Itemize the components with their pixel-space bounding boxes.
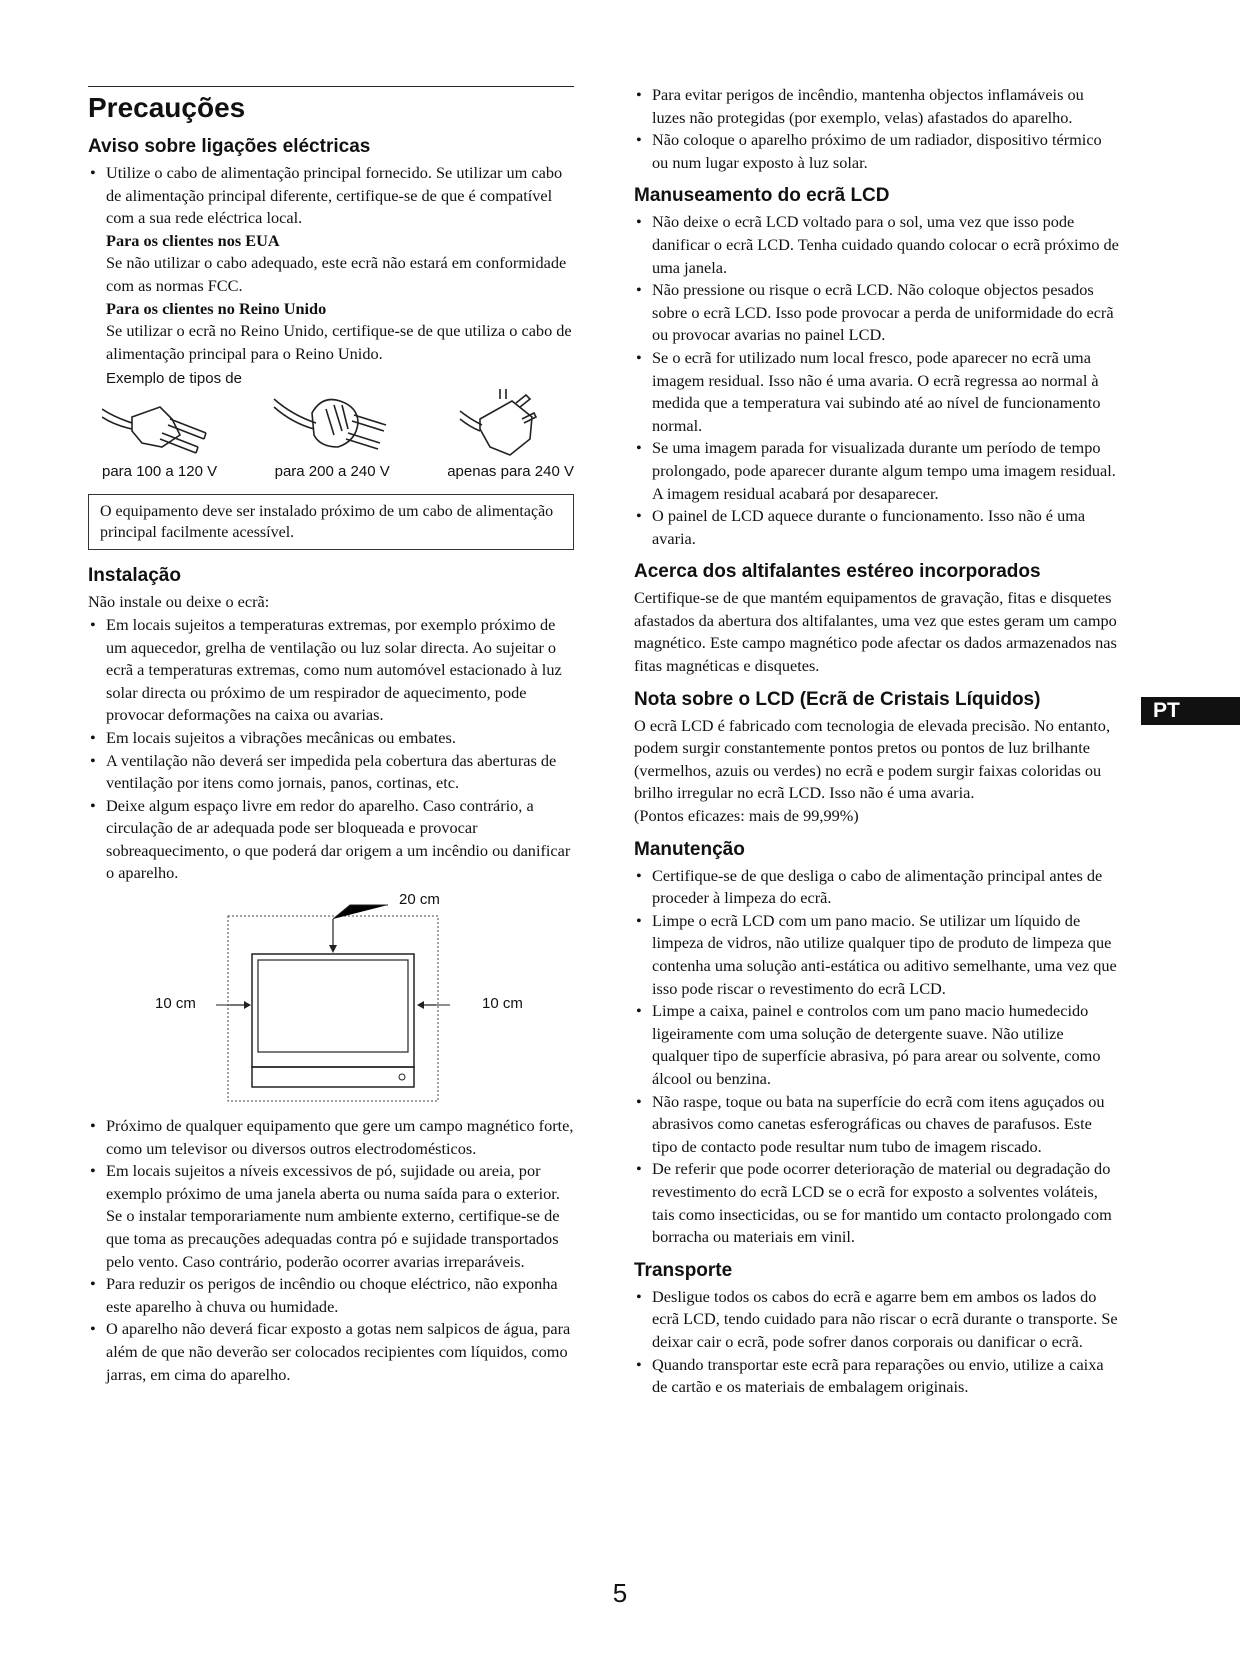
- maintenance-heading: Manutenção: [634, 838, 745, 860]
- clearance-right-label: 10 cm: [482, 995, 523, 1013]
- language-tab: PT: [1141, 697, 1240, 725]
- lcd-note-heading: Nota sobre o LCD (Ecrã de Cristais Líquidos): [634, 688, 1041, 710]
- list-item: • Não deixe o ecrã LCD voltado para o sol, uma vez que isso pode danificar o ecrã LCD. Tenha cuidado quando colocar o ecrã próximo de uma janela.: [636, 212, 1119, 277]
- transport-heading: Transporte: [634, 1259, 733, 1281]
- right-column: [634, 84, 1120, 1399]
- lcd-note-text: O ecrã LCD é fabricado com tecnologia de elevada precisão. No entanto, podem surgir constantemente pontos pretos ou pontos de luz brilhante (vermelhos, azuis ou verdes) no ecrã e podem surgir faixas coloridas ou brilho irregular no ecrã LCD. Isso não é uma avaria.: [634, 715, 1111, 803]
- usa-title: Para os clientes nos EUA: [106, 230, 280, 250]
- list-item: • A ventilação não deverá ser impedida pela cobertura das aberturas de ventilação por itens como jornais, panos, cortinas, etc.: [90, 750, 557, 793]
- list-item: • O painel de LCD aquece durante o funcionamento. Isso não é uma avaria.: [636, 506, 1086, 548]
- lcd-note-effective: (Pontos eficazes: mais de 99,99%): [634, 806, 859, 826]
- list-item: • Para reduzir os perigos de incêndio ou choque eléctrico, não exponha este aparelho à chuva ou humidade.: [90, 1274, 558, 1316]
- installation-list-a: [88, 614, 574, 885]
- usa-text: Se não utilizar o cabo adequado, este ecrã não estará em conformidade com as normas FCC.: [106, 253, 567, 295]
- left-column: [88, 86, 574, 1386]
- uk-text: Se utilizar o ecrã no Reino Unido, certifique-se de que utiliza o cabo de alimentação principal para o Reino Unido.: [106, 321, 572, 363]
- fire-safety-list: [634, 84, 1120, 174]
- list-item: • Em locais sujeitos a vibrações mecânicas ou embates.: [90, 727, 456, 747]
- list-item: • Se uma imagem parada for visualizada durante um período de tempo prolongado, pode aparecer durante algum tempo uma imagem residual. A imagem residual acabará por desaparecer.: [636, 438, 1116, 503]
- page-number: 5: [612, 1578, 628, 1608]
- list-item: • Não coloque o aparelho próximo de um radiador, dispositivo térmico ou num lugar exposto à luz solar.: [636, 130, 1102, 172]
- clearance-left-label: 10 cm: [155, 995, 196, 1013]
- list-item: • Quando transportar este ecrã para reparações ou envio, utilize a caixa de cartão e os materiais de embalagem originais.: [636, 1354, 1104, 1397]
- installation-note-box: O equipamento deve ser instalado próximo de um cabo de alimentação principal facilmente acessível.: [88, 494, 574, 550]
- maintenance-list: [634, 865, 1120, 1249]
- electrical-list: [88, 162, 574, 230]
- list-item: • De referir que pode ocorrer deterioração de material ou degradação do revestimento do ecrã LCD se o ecrã for exposto a solventes voláteis, tais como insecticidas, ou se for mantido um contacto prolongado com borracha ou materiais em vinil.: [636, 1159, 1112, 1247]
- list-item: • Certifique-se de que desliga o cabo de alimentação principal antes de proceder à limpeza do ecrã.: [636, 865, 1103, 908]
- list-item: • Em locais sujeitos a temperaturas extremas, por exemplo próximo de um aquecedor, grelha de ventilação ou luz solar directa. Ao sujeitar o ecrã a temperaturas extremas, como num automóvel estacionado à luz solar directa ou próximo de um respirador de aquecimento, pode provocar deformações na caixa ou avarias.: [90, 614, 562, 725]
- list-item: • Não raspe, toque ou bata na superfície do ecrã com itens aguçados ou abrasivos como canetas esferográficas ou chaves de parafusos. Este tipo de contacto pode resultar num tubo de imagem riscado.: [636, 1091, 1105, 1156]
- list-item: • Para evitar perigos de incêndio, mantenha objectos inflamáveis ou luzes não protegidas (por exemplo, velas) afastados do aparelho.: [636, 85, 1084, 127]
- list-item: • Utilize o cabo de alimentação principal fornecido. Se utilizar um cabo de alimentação principal diferente, certifique-se de que é compatível com a sua rede eléctrica local.: [90, 163, 563, 228]
- plug-label-3: apenas para 240 V: [447, 463, 574, 481]
- uk-title: Para os clientes no Reino Unido: [106, 298, 327, 318]
- plug-caption: Exemplo de tipos de: [106, 370, 242, 388]
- list-item: • Limpe a caixa, painel e controlos com um pano macio humedecido ligeiramente com uma solução de detergente suave. Não utilize qualquer tipo de superfície abrasiva, pó para arear ou solvente, como álcool ou benzina.: [636, 1001, 1101, 1088]
- usa-block: [88, 230, 574, 366]
- installation-list-b: [88, 1115, 574, 1386]
- plug-illustrations: [102, 389, 574, 459]
- electrical-heading: Aviso sobre ligações eléctricas: [88, 136, 371, 157]
- speakers-heading: Acerca dos altifalantes estéreo incorporados: [634, 561, 1041, 583]
- lcd-handling-list: [634, 211, 1120, 550]
- plug-label-1: para 100 a 120 V: [102, 463, 218, 481]
- list-item: • Próximo de qualquer equipamento que gere um campo magnético forte, como um televisor ou diversos outros electrodomésticos.: [90, 1116, 574, 1158]
- installation-heading: Instalação: [88, 565, 181, 587]
- plug-labels: [102, 463, 574, 480]
- speakers-text: Certifique-se de que mantém equipamentos de gravação, fitas e disquetes afastados da abertura dos altifalantes, uma vez que estes geram um campo magnético. Este campo magnético pode afectar os dados armazenados nas fitas magnéticas e disquetes.: [634, 588, 1117, 676]
- installation-intro: Não instale ou deixe o ecrã:: [88, 592, 270, 612]
- list-item: • Deixe algum espaço livre em redor do aparelho. Caso contrário, a circulação de ar adequada pode ser bloqueada e provocar sobreaquecimento, o que poderá dar origem a um incêndio ou danificar o aparelho.: [90, 795, 571, 883]
- list-item: • O aparelho não deverá ficar exposto a gotas nem salpicos de água, para além de que não deverão ser colocados recipientes com líquidos, como jarras, em cima do aparelho.: [90, 1319, 571, 1384]
- list-item: • Se o ecrã for utilizado num local fresco, pode aparecer no ecrã uma imagem residual. Isso não é uma avaria. O ecrã regressa ao normal à medida que a temperatura vai subindo até ao nível de funcionamento normal.: [636, 347, 1101, 435]
- list-item: • Em locais sujeitos a níveis excessivos de pó, sujidade ou areia, por exemplo próximo de uma janela aberta ou numa saída para o exterior. Se o instalar temporariamente num ambiente externo, certifique-se de que toma as precauções adequadas contra pó e sujidade transportados pelo vento. Caso contrário, poderão ocorrer avarias irreparáveis.: [90, 1161, 560, 1271]
- transport-list: [634, 1286, 1120, 1399]
- title-rule: [88, 86, 574, 87]
- plug-types-icon: [102, 389, 572, 459]
- page-title: Precauções: [88, 92, 246, 123]
- list-item: • Limpe o ecrã LCD com um pano macio. Se utilizar um líquido de limpeza de vidros, não utilize qualquer tipo de produto de limpeza que contenha uma solução anti-estática ou aditivo semelhante, uma vez que isso pode riscar o revestimento do ecrã LCD.: [636, 910, 1117, 998]
- clearance-top-label: 20 cm: [399, 891, 440, 909]
- lcd-handling-heading: Manuseamento do ecrã LCD: [634, 185, 890, 207]
- clearance-figure: [88, 891, 574, 1109]
- list-item: • Desligue todos os cabos do ecrã e agarre bem em ambos os lados do ecrã LCD, tendo cuidado para não riscar o ecrã durante o transporte. Se deixar cair o ecrã, pode sofrer danos corporais ou danificar o ecrã.: [636, 1286, 1118, 1351]
- list-item: • Não pressione ou risque o ecrã LCD. Não coloque objectos pesados sobre o ecrã LCD. Isso pode provocar a perda de uniformidade do ecrã ou provocar avarias no painel LCD.: [636, 280, 1114, 345]
- plug-label-2: para 200 a 240 V: [274, 463, 390, 481]
